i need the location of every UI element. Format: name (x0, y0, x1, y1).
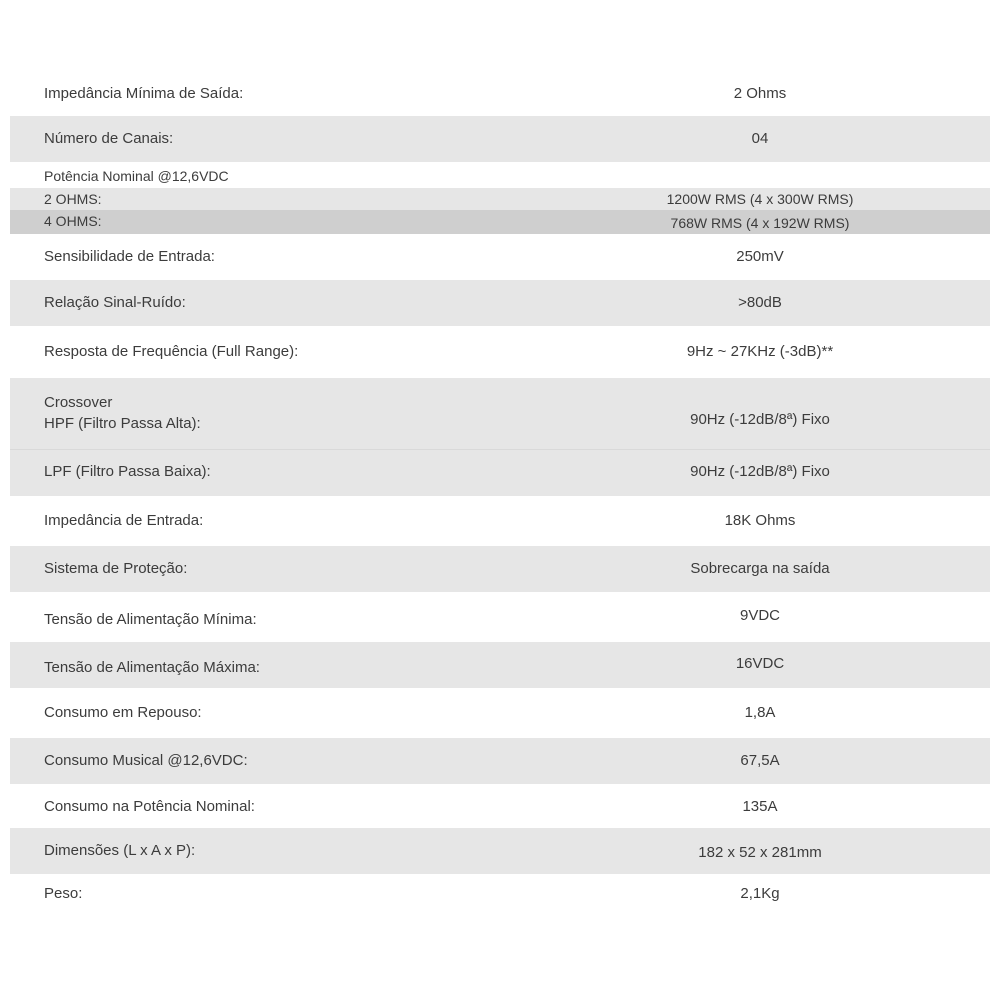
spec-label: Peso: (44, 885, 83, 902)
spec-row-4-ohms (10, 210, 990, 234)
spec-value: 2 Ohms (733, 85, 787, 102)
spec-label: Resposta de Frequência (Full Range): (44, 343, 299, 360)
spec-label: Relação Sinal-Ruído: (44, 294, 186, 311)
spec-row-tensao-maxima (10, 642, 990, 688)
spec-value: 90Hz (-12dB/8ª) Fixo (690, 411, 830, 428)
spec-row-peso (10, 874, 990, 914)
spec-label: LPF (Filtro Passa Baixa): (44, 463, 211, 480)
spec-value: 9VDC (739, 607, 780, 624)
spec-row-resposta-frequencia (10, 326, 990, 378)
spec-value: 1,8A (744, 704, 776, 721)
spec-label: 2 OHMS: (44, 191, 102, 207)
spec-row-sensibilidade (10, 234, 990, 280)
spec-row-2-ohms (10, 188, 990, 210)
spec-label: Sensibilidade de Entrada: (44, 248, 215, 265)
spec-value: 135A (742, 798, 778, 815)
spec-row-consumo-repouso (10, 688, 990, 738)
spec-row-impedancia-entrada (10, 496, 990, 546)
spec-row-numero-canais (10, 116, 990, 162)
spec-label: Tensão de Alimentação Mínima: (44, 611, 257, 628)
spec-row-potencia-nominal (10, 162, 990, 188)
spec-label: Consumo na Potência Nominal: (44, 798, 255, 815)
spec-label: Impedância Mínima de Saída: (44, 85, 244, 102)
spec-group-label: Potência Nominal @12,6VDC (44, 168, 229, 184)
spec-value: 90Hz (-12dB/8ª) Fixo (690, 463, 830, 480)
spec-table (10, 72, 990, 914)
spec-row-consumo-musical (10, 738, 990, 784)
spec-row-relacao-sinal-ruido (10, 280, 990, 326)
spec-label: 4 OHMS: (44, 213, 102, 229)
spec-value: Sobrecarga na saída (690, 560, 830, 577)
spec-label: Número de Canais: (44, 130, 174, 147)
spec-value: 1200W RMS (4 x 300W RMS) (666, 191, 854, 207)
spec-value: 9Hz ~ 27KHz (-3dB)** (686, 343, 834, 360)
spec-row-sistema-protecao (10, 546, 990, 592)
spec-label: Sistema de Proteção: (44, 560, 188, 577)
spec-group-label: Crossover (44, 394, 113, 411)
spec-label: Consumo em Repouso: (44, 704, 202, 721)
spec-value: 182 x 52 x 281mm (698, 844, 822, 861)
spec-row-consumo-potencia-nominal (10, 784, 990, 828)
spec-value: 2,1Kg (740, 885, 780, 902)
spec-row-crossover-hpf (10, 378, 990, 450)
spec-value: 18K Ohms (724, 512, 796, 529)
spec-row-impedancia-minima (10, 72, 990, 116)
spec-row-tensao-minima (10, 592, 990, 642)
spec-row-lpf (10, 450, 990, 496)
spec-value: 67,5A (740, 752, 780, 769)
spec-label: Dimensões (L x A x P): (44, 842, 196, 859)
spec-value: 04 (751, 130, 769, 147)
spec-row-dimensoes (10, 828, 990, 874)
spec-value: 16VDC (735, 655, 785, 672)
spec-value: 250mV (736, 248, 784, 265)
spec-label: Consumo Musical @12,6VDC: (44, 752, 248, 769)
spec-value: >80dB (738, 294, 782, 311)
spec-label: Impedância de Entrada: (44, 512, 204, 529)
spec-label: HPF (Filtro Passa Alta): (44, 415, 201, 432)
spec-label: Tensão de Alimentação Máxima: (44, 659, 260, 676)
spec-value: 768W RMS (4 x 192W RMS) (670, 215, 850, 231)
